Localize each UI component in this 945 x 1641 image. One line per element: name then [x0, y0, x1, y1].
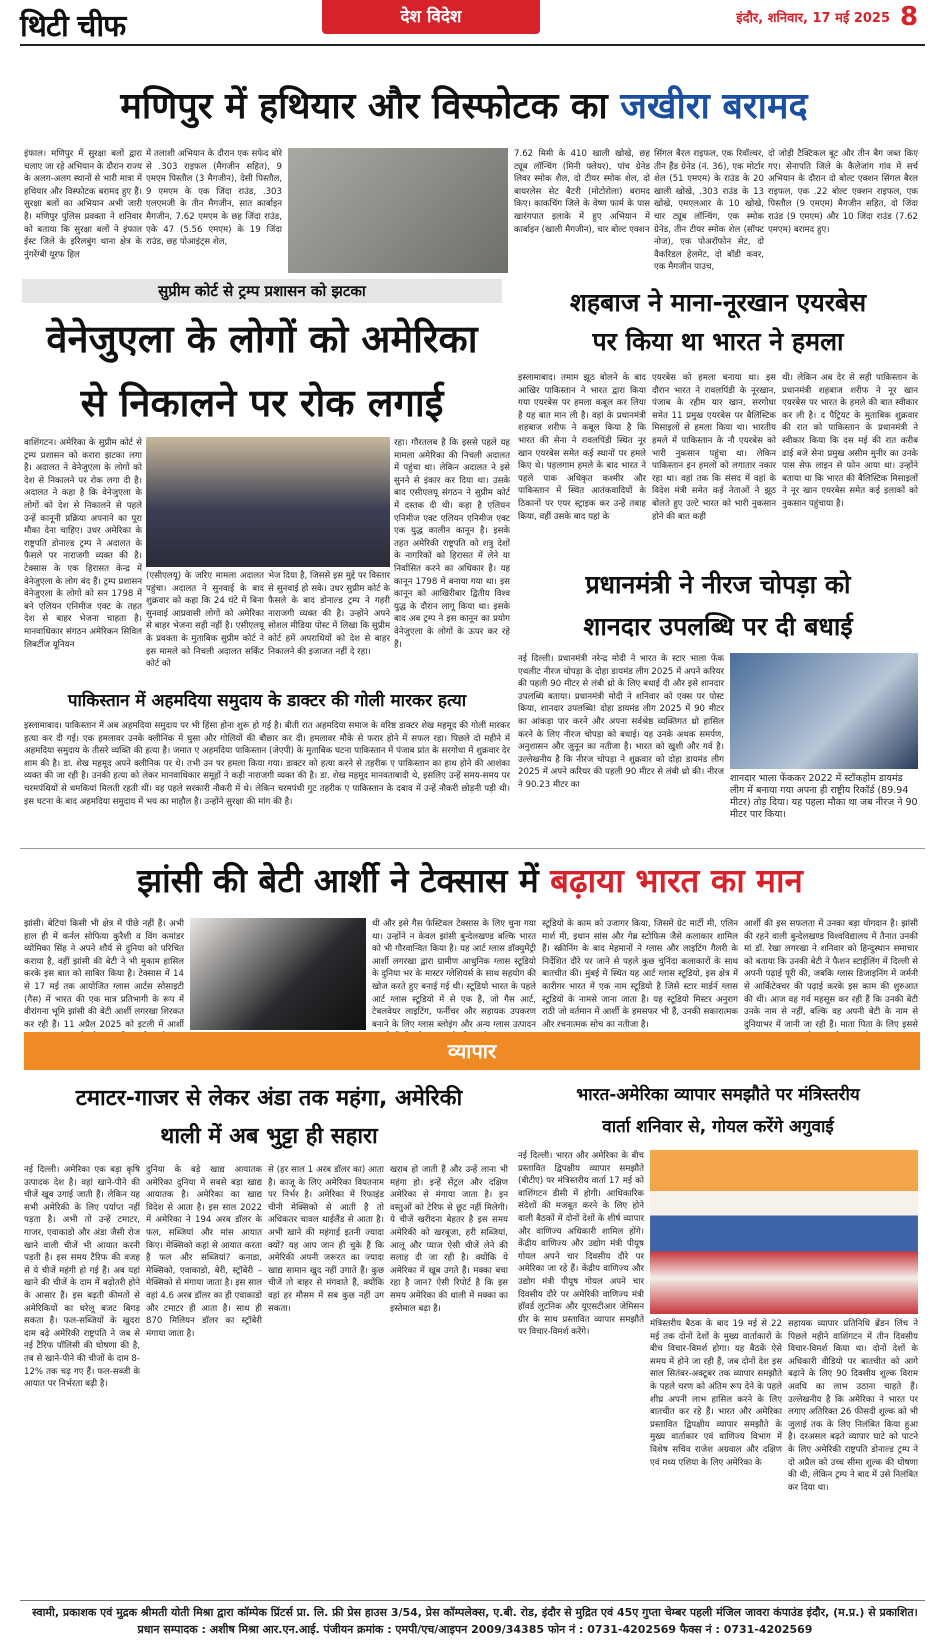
shahbaz-headline-line-1: शहबाज ने माना-नूरखान एयरबेस: [569, 288, 867, 317]
neeraj-headline-line-1: प्रधानमंत्री ने नीरज चोपड़ा को: [585, 570, 851, 599]
jhansi-col-3: स्टूडियो के काम को उजागर किया, जिसमें ग्रेट मार्टी मी, एलिन मार्श मी, इथान सांस और गेब्र स्टोफिस जैसे कलाकार शामिल हैं। स्क्रीनिंग के बाद मेहमानों ने ग्लास और लाइटिंग गैलरी के निर्देशित दौरे पर जाने से पहले कुछ चुनिंदा कलाकारों के साथ बातचीत की। मुंबई में स्थित यह आर्ट ग्लास स्टूडियो, इस क्षेत्र में कारीगर भारत में एक नाम स्टूडियो है जिसे स्टार मार्डर्न ग्लास स्टूडियो के नामसे जाना जाता है। यह स्टूडियो मिस्टर अनुराग राठी जो वर्तमान में आर्शी के हमसफर भी हैं, उनकी सकारात्मक और रचनात्मक सोच का नतीजा है।: [542, 919, 738, 1030]
india-us-flags-photo: [650, 1150, 918, 1314]
newspaper-logo: थिटी चीफ: [20, 9, 126, 44]
manipur-headline-dark: मणिपुर में हथियार और विस्फोटक का: [120, 86, 621, 127]
footer-rule: [20, 1600, 925, 1601]
dateline: इंदौर, शनिवार, 17 मई 2025: [736, 11, 890, 26]
weapons-photo: [288, 148, 508, 273]
tamatar-col-4: खराब हो जाती हैं और उन्हें लाना भी महंगा हो। इन्हें सेंट्रल और दक्षिण अमेरिका से मंगाया जाता है। इन वस्तुओं को टेरिफ से छूट नहीं मिलेगी। ये चीजें खरीदना बेहतर है इस समय अमेरिकी को खरबूजा, हरी सब्जियां, आलू और प्याज ऐसी चीजें लेने की सलाह दी जा रही है। क्योंकि ये अमेरिका में खूब उगते हैं। मक्का बचा रहा है जान? ऐसी रिपोर्ट है कि इस समय अमेरिका की थाली में मक्का का इस्तेमाल बढ़ा है।: [390, 1165, 508, 1314]
jhansi-headline-red: बढ़ाया भारत का मान: [550, 861, 803, 900]
venezuela-headline-line-2: से निकालने पर रोक लगाई: [80, 381, 444, 425]
footer-imprint-line-1: स्वामी, प्रकाशक एवं मुद्रक श्रीमती योती मिश्रा द्वारा कॉम्पेक प्रिंटर्स प्रा. लि. फ्री प्रेस हाउस 3/54, प्रेस कॉम्पलेक्स, ए.बी. रोड, इंदौर से मुद्रित एवं 45ए गुप्ता चेम्बर पहली मंजिल जावरा कंपाउंड इंदौर, (म.प्र.) से प्रकाशित।: [32, 1606, 918, 1619]
shahbaz-col-2: एयरबेस को हमला बनाया था। इस दौरान भारत ने रावलपिंडी के नूरखान, पंजाब के रहीम यार खान, सरगोधा समेत 11 प्रमुख एयरबेस पर बैलिस्टिक मिसाइलों से हमला किया था। भारतीय हमले में पाकिस्तान के नौ एयरबेस को भारी नुकसान पहुंचा था। लेकिन पाकिस्तान इन हमलों को लगातार नकार रहा था। वहां तक कि संसद में वहां के विदेश मंत्री समेत कई नेताओं ने झूठ बोलते हुए उल्टे भारत को भारी नुकसान होने की बात कही: [652, 373, 776, 522]
bharat-us-col-1: नई दिल्ली। भारत और अमेरिका के बीच प्रस्तावित द्विपक्षीय व्यापार समझौते (बीटीए) पर मंत्रिस्तरीय वार्ता 17 मई को वाशिंगटन डीसी में होगी। आधिकारिक संदेशों की मजबूत करने के लिए होने वाली बैठकों में दोनों देशों के शीर्ष व्यापार और वाणिज्य अधिकारी शामिल होंगे। केंद्रीय वाणिज्य और उद्योग मंत्री पीयूष गोयल अपने चार दिवसीय दौरे पर अमेरिका जा रहे हैं। केंद्रीय वाणिज्य और उद्योग मंत्री पीयूष गोयल अपने चार दिवसीय दौरे पर अमेरिकी वाणिज्य मंत्री हॉवर्ड लुटनिक और यूएसटीआर जेमिसन ग्रीर के साथ प्रस्तावित व्यापार समझौते पर विचार-विमर्श करेंगे।: [518, 1151, 644, 1338]
jhansi-col-1: झांसी। बेटियां किसी भी क्षेत्र में पीछे नहीं हैं। अभी हाल ही में कर्नल सोफिया कुरैशी व विंग कमांडर व्योमिका सिंह ने अपने शौर्य से दुनिया को परिचित कराया है, वहीं झांसी की बेटी ने भी मुकाम हासिल करके इस बात को साबित किया है। टेक्सास में 14 से 17 मई तक आयोजित ग्लास आर्टस सोसाइटी (गैस) में भारत की एक मात्र प्रतिभागी के रूप में वीरांगना भूमि झांसी की बेटी आर्शी लगरखा शिरकत कर रही हैं। 11 अप्रैल 2025 को इटली में आर्शी: [24, 919, 184, 1030]
venezuela-col-1: वाशिंगटन। अमेरिका के सुप्रीम कोर्ट से ट्रम्प प्रशासन को करारा झटका लगा है। अदालत ने वेनेजुएला के लोगों को देश से निकालने पर रोक लगा दी है। अदालत ने कहा है कि वेनेजुएला के लोगों को देश से निकालने से पहले उन्हें कानूनी प्रक्रिया अपनाने का पूरा मौका देना चाहिए। उधर अमेरिका के राष्ट्रपति डोनाल्ड ट्रम्प ने अदालत के फैसले पर नाराजगी व्यक्त की है। टेक्सास के एक हिरासत केन्द्र में वेनेजुएला के लोग बंद हैं। ट्रम्प प्रशासन वेनेजुएला के लोगों को सन 1798 में बने एलियन एनिमीज एक्ट के तहत देश से बाहर भेजना चाहता है। मानवाधिकार संगठन अमेरिकन सिविल लिबर्टीज यूनियन: [24, 438, 142, 650]
masthead-rule: [20, 44, 925, 46]
shahbaz-col-1: इस्लामाबाद। तमाम झूठ बोलने के बाद आखिर पाकिस्तान ने भारत द्वारा किया गया एयरबेस पर हमला कबूल कर लिया है यह बात मान ली है। वहां के प्रधानमंत्री शहबाज शरीफ ने कबूल किया है कि भारत की सेना ने रावलपिंडी स्थित नूर खान एयरबेस समेत कई स्थानों पर हमले किए थे। पहलगाम हमले के बाद भारत ने पहले पाक अधिकृत कश्मीर और पाकिस्तान में स्थित आतंकवादियों के ठिकानों पर एयर स्ट्राइक कर उन्हें तबाह किया, वहीं उसके बाद यहां के: [518, 373, 646, 522]
ahmadiya-headline: पाकिस्तान में अहमदिया समुदाय के डाक्टर की गोली मारकर हत्या: [67, 691, 467, 711]
jhansi-col-4: आर्शी की इस सफलता में उनका बड़ा योगदान है। झांसी की रहने वाली बुन्देलखण्ड विश्वविद्यालय में तैनात उनकी मां डॉ. रेखा लगरखा ने शनिवार को हिन्दुस्थान समाचार को बताया कि उनकी बेटी ने फैशन स्टाईलिंग में दिल्ली से अपनी पढ़ाई पूरी की, जबकि ग्लास डिजाइनिंग में जर्मनी से आर्किटेक्चर की पढ़ाई करके इस काम की शुरुआत की थी। आज वह गर्व महसूस कर रही हैं कि उनकी बेटी उनके नाम से नहीं, बल्कि वह अपनी बेटी के नाम से दुनियाभर में जानी जा रही हैं। माता पिता के लिए इससे: [744, 919, 918, 1030]
neeraj-col-1: नई दिल्ली। प्रधानमंत्री नरेन्द्र मोदी ने भारत के स्टार भाला फेंक एथलीट नीरज चोपड़ा के दोहा डायमंड लीग 2025 में अपने करियर की पहली 90 मीटर से लंबी थ्रो के लिए बधाई दी और इसे शानदार उपलब्धि बताया। प्रधानमंत्री मोदी ने शनिवार को एक्स पर पोस्ट किया, शानदार उपलब्धि! दोहा डायमंड लीग 2025 में 90 मीटर का आंकड़ा पार करने और अपना सर्वश्रेष्ठ व्यक्तिगत थ्रो हासिल करने के लिए नीरज चोपड़ा को बधाई। यह उनके अथक समर्पण, अनुशासन और जुनून का नतीजा है। भारत को खुशी और गर्व है। उल्लेखनीय है कि नीरज चोपड़ा ने शुक्रवार को दोहा डायमंड लीग 2025 में अपने करियर की पहली 90 मीटर से लंबी थ्रो की। नीरज ने 90.23 मीटर का: [518, 654, 724, 790]
bharat-us-col-3: सहायक व्यापार प्रतिनिधि ब्रेंडन लिंच ने पिछले महीने वाशिंगटन में तीन दिवसीय विचार-विमर्श किया था। दोनों देशों के अधिकारी वीडियो पर बातचीत को आगे बढ़ाने के लिए 90 दिवसीय शुल्क विराम अवधि का लाभ उठाना चाहते हैं। उल्लेखनीय है कि अमेरिका ने भारत पर लगाए अतिरिक्त 26 फीसदी शुल्क को भी जुलाई तक के लिए निलंबित किया हुआ है। दरअसल बढ़ते व्यापार घाटे को पाटने के लिए अमेरिकी राष्ट्रपति डोनाल्ड ट्रम्प ने दो अप्रैल को उच्च सीमा शुल्क की घोषणा की थी, लेकिन ट्रम्प ने बाद में उसे निलंबित कर दिया था।: [788, 1319, 918, 1493]
manipur-col-4: सिंगल बैरल राइफल, एक रिवॉल्वर, तीन हैंड ग्रेनेड (नं. 36), एक मोर्टार शेल (51 एमएम) के राउंड के 20 खाली खोखे, .303 राउंड के 13 खोखे, एमएलआर के 10 खोखे, चार ट्यूब लॉन्चिंग, एक स्मोक ग्रेनेड, तीन टीयर स्मोक शेल (सॉफ्ट नोज), एक पोअरॉफोन सेट, दो वैकरिडल हेलमेट, दो बॉडी कवर, एक मैगजीन पाउच,: [654, 149, 764, 273]
venezuela-headline-line-1: वेनेजुएला के लोगों को अमेरिका: [46, 317, 478, 361]
ahmadiya-body: इस्लामाबाद। पाकिस्तान में अब अहमदिया समुदाय पर भी हिंसा होना शुरू हो गई है। बीती रात अहमदिया समाज के वरिष्ठ डाक्टर शेख महमूद की गोली मारकर हत्या कर दी गई। एक हमलावर उनके क्लीनिक में घुसा और गोलियों की बौछार कर दी। हमलावर मौके से फरार होने में सफल रहा। पिछले दो महीने में अहमदिया समुदाय के तीसरे व्यक्ति की हत्या है। जमात ए अहमदिया पाकिस्तान (जेएपी) के मुताबिक घटना पाकिस्तान में पंजाब प्रांत के सरगोधा में शुक्रवार देर शाम की है। डा. शेख महमूद अपने क्लीनिक पर थे। तभी उन पर हमला किया गया। डाक्टर को हत्या करने से तहरीक ए पाकिस्तान का हाथ होने की आशंका व्यक्त की जा रही है। उनकी हत्या को लेकर मानवाधिकार समूहों ने कड़ी नाराजगी व्यक्त की है। डा. शेख महमूद मानवताबादी थे, इसलिए उन्हें समय-समय पर चरमपंथियों से धमकियां मिलती रहती थीं। वह पहले सरकारी नौकरी में थे। लेकिन चरमपंथी गुट तहरीक ए पाकिस्तान के दबाव में उन्हें नौकरी छोड़नी पड़ी थी। इस घटना के बाद अहमदिया समुदाय में भय का माहौल है। उन्होंने सुरक्षा की मांग की है।: [24, 721, 510, 807]
footer-imprint-line-2: प्रधान सम्पादक : अशीष मिश्रा आर.एन.आई. पंजीयन क्रमांक : एमपी/एच/आइपन 2009/34385 फोन नं : 0731-4202569 फैक्स नं : 0731-4202569: [137, 1623, 813, 1636]
page-number: 8: [900, 2, 919, 32]
arshi-photo: [190, 918, 366, 1030]
tamatar-headline-line-1: टमाटर-गाजर से लेकर अंडा तक महंगा, अमेरिकी: [75, 1086, 463, 1111]
jhansi-top-rule: [20, 848, 925, 849]
bharat-us-headline-line-1: भारत-अमेरिका व्यापार समझौते पर मंत्रिस्तरीय: [576, 1085, 860, 1105]
venezuela-kicker: सुप्रीम कोर्ट से ट्रम्प प्रशासन को झटका: [22, 279, 502, 303]
bharat-us-col-2: मंत्रिस्तरीय बैठक के बाद 19 मई से 22 मई तक दोनों देशों के मुख्य वार्ताकारों के बीच विचार-विमर्श होगा। यह बैठकें ऐसे समय में होने जा रही हैं, जब दोनों देश इस साल सितंबर-अक्टूबर तक व्यापार समझौते के पहले चरण को अंतिम रूप देने के पहले शीघ्र अपनी लाभ हासिल करने के लिए बातचीत कर रहे हैं। भारत और अमेरिका प्रस्तावित द्विपक्षीय व्यापार समझौते के मुख्य वार्ताकार एवं वाणिज्य विभाग में विशेष सचिव राजेश अग्रवाल और दक्षिण एवं मध्य एशिया के लिए अमेरिका के: [650, 1319, 782, 1468]
business-section-band: व्यापार: [24, 1032, 920, 1070]
jhansi-headline-dark: झांसी की बेटी आर्शी ने टेक्सास में: [137, 861, 551, 900]
jhansi-headline: [20, 852, 920, 912]
tamatar-headline-line-2: थाली में अब भुट्टा ही सहारा: [160, 1124, 378, 1149]
manipur-col-5: दो जोड़ी टैक्टिकल बूट और तीन बैग जब्त किए गए। सेनापति जिले के कैलेजांग गांव में सर्च अभियान के दौरान दो बोल्ट एक्शन सिंगल बैरल राइफल, एक .22 बोल्ट एक्शन राइफल, एक पिस्तौल (9 एमएम) मैगजीन सहित, दो जिंदा राउंड (9 एमएम) और 10 जिंदा राउंड (7.62 एमएम) बरामद हुए।: [768, 149, 918, 235]
neeraj-photo-caption: शानदार भाला फेंककर 2022 में स्टॉकहोम डायमंड लीग में बनाया गया अपना ही राष्ट्रीय रिकॉर्ड (89.94 मीटर) तोड़ दिया। यह पहला मौका था जब नीरज ने 90 मीटर पार किया।: [730, 773, 918, 820]
trump-photo: [146, 437, 390, 567]
jhansi-col-2: थी और इसे गैस फेस्टिवल टेक्सास के लिए चुना गया था। उन्होंने न केवल झांसी बुन्देलखण्ड बल्कि भारत को भी गौरवान्वित किया है। यह आर्ट ग्लास डॉक्युमेंट्री आर्शी लगरखा द्वारा ग्रामीण आधुनिक ग्लास स्टूडियो के दुनिया भर के मास्टर ग्लेशियर्स के साथ सहयोग की खोज करते हुए बनाई गई थी। स्टूडियो भारत के पहले आर्ट ग्लास स्टूडियो में से एक है, जो गैस आर्ट, टेबलवेयर लाइटिंग, फर्नीचर और सहायक उपकरण बनाने के लिए ग्लास ब्लोइंग और अन्य ग्लास उत्पादन: [372, 919, 536, 1030]
tamatar-col-3: से (हर साल 1 अरब डॉलर का) आता है। काजू के लिए अमेरिका वियतनाम पर निर्भर है। अमेरिका में रिफाइंड चीनी मेक्सिको से आती है तो अधिकतर चावल थाईलैंड से आता है। अभी खाने की महंगाई इतनी ज्यादा क्यों? यह आप जान ही चुके हैं कि अमेरिकी अपनी जरूरत का ज्यादा खाद्य सामान खुद नहीं उगाते हैं। कुछ चीजें तो बाहर से मंगवाते हैं, क्योंकि वहां हर मौसम में सब कुछ नहीं उग सकता।: [268, 1165, 384, 1314]
bharat-us-headline-line-2: वार्ता शनिवार से, गोयल करेंगे अगुवाई: [602, 1117, 834, 1137]
section-tag: देश विदेश: [322, 0, 540, 34]
tamatar-col-2: दुनिया के बड़े खाद्य आयातक अमेरिका दुनिया में सबसे बड़ा खाद्य आयातक है। अमेरिका का खाद्य विदेश से आता है। इस साल 2022 में अमेरिका ने 194 अरब डॉलर के फल, सब्जियां और मांस आयात किए। मेक्सिको कहां से आयात करता है फल और सब्जियां? कनाडा, मेक्सिको, एवाकाडो, बेरी, स्ट्रॉबेरी – मेक्सिको से मंगाया जाता है। इस साल वहां 4.6 अरब डॉलर का ही एवाकाडो और टमाटर ही आता है। साथ ही 870 मिलियन डॉलर का स्ट्रॉबेरी मंगाया जाता है।: [146, 1165, 262, 1339]
manipur-headline-blue: जखीरा बरामद: [620, 86, 808, 127]
venezuela-col-2: (एसीएलयू) के जरिए मामला अदालत पहुंचा। अदालत ने सुनवाई के बाद शुक्रवार को कहा कि 24 घंटे में बिना सुनवाई आप्रवासी लोगों को अमेरिका से बाहर भेजना सही नहीं है। एसीएलयू के प्रवक्ता के मुताबिक सुप्रीम कोर्ट ने इस मामले को निचली अदालत सर्किट कोर्ट को: [146, 571, 264, 670]
manipur-col-3: 7.62 मिमी के 410 खाली खोखे, छह ट्यूब लॉन्चिंग (मिनी फ्लेयर), पांच ग्रेनेड लिवर स्मोक शैल, दो टीयर स्मोक शेल, दो बायरलेस सेट बैटरी (मोटोरोला) बरामद किए। काकचिंग जिले के वेष्ण फार्म के पास खारंगपात इलाके में हुए अभियान में कार्बाइन (खाली मैगजीन), चार बोल्ट एक्शन: [514, 149, 650, 235]
venezuela-col-4: रहा। गौरतलब है कि इससे पहले यह मामला अमेरिका की निचली अदालत में पहुंचा था। लेकिन अदालत ने इसे सुनने से इंकार कर दिया था। उसके बाद एसीएलयू संगठन ने सुप्रीम कोर्ट में दस्तक दी थी। कहा है एलियन एनिमीज एक्ट एलियन एनिमीज एक्ट एक युद्ध कालीन कानून है। इसके तहत अमेरिकी राष्ट्रपति को शत्रु देशों के नागरिकों को हिरासत में लेने या निर्वासित करने का अधिकार है। यह कानून 1798 में बनाया गया था। इस कानून को आखिरीबार द्वितीय विश्व युद्ध के दौरान लागू किया था। इसके बाद अब ट्रम्प ने इस कानून का प्रयोग वेनेजुएला के लोगों के ऊपर कर रहे हैं।: [394, 438, 510, 650]
venezuela-col-3: भेज दिया है, जिससे इस मुद्दे पर विस्तार से सुनवाई हो सके। उधर सुप्रीम कोर्ट के फैसले के बाद डोनाल्ड ट्रम्प ने गहरी नाराजगी व्यक्त की है। उन्होंने अपने सोशल मीडिया पोस्ट में लिखा कि सुप्रीम कोर्ट हमें अपराधियों को देश से बाहर निकालने की इजाजत नहीं दे रहा।: [268, 571, 390, 657]
manipur-col-2: में तलाशी अभियान के दौरान एक सफेद बोरे से .303 राइफल (मैगजीन सहित), 9 एमएम पिस्तौल (3 मैगजीन), देसी पिस्तौल, 9 एमएम के एक जिंदा राउंड, .303 एलएमजी के तीन मैगजीन, सात कार्बाइन मैगजीन, 7.62 एमएम के छह जिंदा राउंड, एके 47 (5.56 एमएम) के 19 जिंदा राउंड, छह पोआइंट्स शेल,: [146, 149, 282, 248]
neeraj-headline-line-2: शानदार उपलब्धि पर दी बधाई: [583, 612, 853, 641]
neeraj-photo: [730, 653, 918, 769]
manipur-headline: [24, 80, 904, 140]
manipur-col-1: इंफाल। मणिपुर में सुरक्षा बलों द्वारा चलाए जा रहे अभियान के दौरान राज्य के अलग-अलग स्थानों से भारी मात्रा में हथियार और विस्फोटक बरामद हुए हैं। सुरक्षा बलों का अभियान अभी जारी है। मणिपुर पुलिस प्रवक्ता ने शनिवार को बताया कि सुरक्षा बलों ने इंफाल ईस्ट जिले के इरिलबुंग थाना क्षेत्र के नुंगरेंग्बी यूरफ हिल: [24, 149, 142, 260]
shahbaz-col-3: थी। लेकिन अब देर से सही पाकिस्तान के प्रधानमंत्री शहबाज शरीफ ने नूर खान एयरबेस पर भारत के हमले की बात स्वीकार कर ली है। द पैट्रियट के मुताबिक शुक्रवार की रात को पाकिस्तान के प्रधानमंत्री ने स्वीकार किया कि दस मई की रात करीब ढाई बजे सेना प्रमुख असीम मुनीर का उनके पास सेफ लाइन से फोन आया था। उन्होंने बताया था कि भारत की बैलिस्टिक मिसाइलों ने नूर खान एयरबेस समेत कई इलाकों को नुकसान पहुंचाया है।: [782, 373, 918, 509]
shahbaz-headline-line-2: पर किया था भारत ने हमला: [592, 327, 844, 356]
tamatar-col-1: नई दिल्ली। अमेरिका एक बड़ा कृषि उत्पादक देश है। वहां खाने-पीने की चीजें खूब उगाई जाती हैं। लेकिन यह सभी अमेरिकी के लिए पर्याप्त नहीं पड़ता है। अभी तो उन्हें टमाटर, गाजर, एवाकाडो और अंडा जैसी रोज खाने वाली चीजें भी आयात करनी पड़ती है। इस समय टैरिफ की वजह से ये चीजें महंगी हो गई हैं। अब यहां खाने की चीजें के दाम में बढ़ोतरी होने के आसार हैं। इस बढ़ती कीमतों से अमेरिकियों का घरेलू बजट बिगड़ सकता है। फल-सब्जियों के खुदरा दाम बढ़े अमेरिकी राष्ट्रपति ने जब से नई टैरिफ पॉलिसी की घोषणा की है, तब से खाने-पीने की चीजों के दाम 8-12% तक चढ़ गए हैं। फल-सब्जी के आयात पर निर्भरता बढ़ी है।: [24, 1165, 140, 1390]
